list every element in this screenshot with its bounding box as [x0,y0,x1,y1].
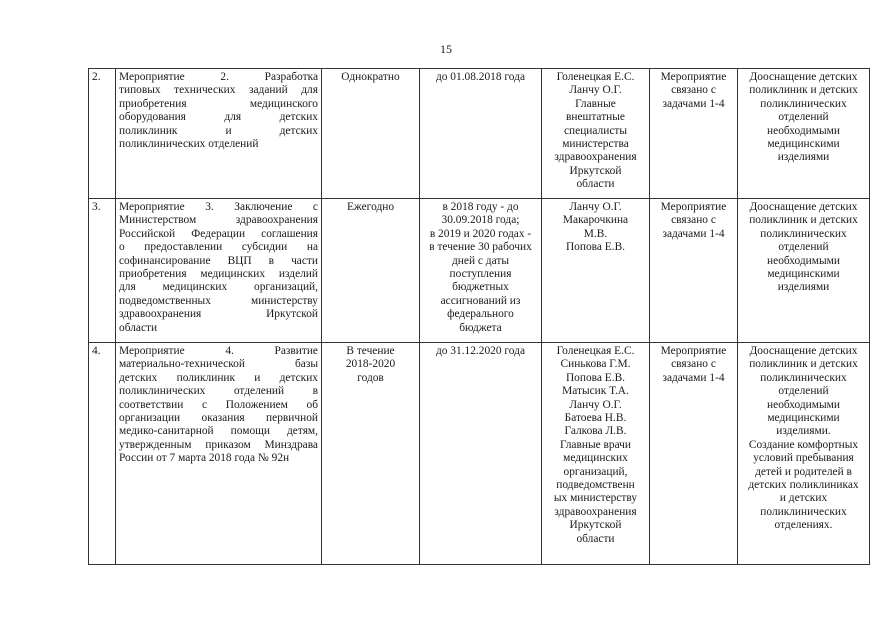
cell-line: медицинскими [767,268,840,281]
cell-line: связано с [671,214,716,227]
cell-line: ых министерству [553,492,638,505]
cell-line: поступления [449,268,512,281]
cell-line: Создание комфортных [748,438,859,451]
event-text-line: детских поликлиник и детских [119,371,318,384]
cell-line: 2018-2020 [345,358,396,371]
cell-line: бюджетных [452,281,509,294]
cell-line: медицинских [563,452,628,465]
cell-line: специалисты [563,124,628,137]
event-text-line: организации оказания первичной [119,412,318,425]
event-text-line: оборудования для детских [119,111,318,124]
cell-line: организаций, [563,465,628,478]
cell-line: детей и родителей в [755,465,852,478]
measures-table [88,68,870,565]
cell-line: отделений [778,385,829,398]
row-number-cell: 4. [89,343,116,565]
cell-line: отделений [778,111,829,124]
cell-line: Дооснащение детских [749,345,858,357]
cell-line: до 01.08.2018 года [435,71,526,83]
event-cell [116,69,322,199]
table-body [89,69,870,565]
event-text-line: материально-технической базы [119,358,318,371]
cell-line: отделениях. [774,519,833,532]
cell-line: в 2019 и 2020 годах - [429,227,532,240]
event-text-line: России от 7 марта 2018 года № 92н [119,452,290,465]
cell-line: задачами 1-4 [662,97,725,110]
cell-line: подведомственн [556,479,635,492]
cell-line: Матысик Т.А. [562,385,629,398]
deadline-cell [420,343,542,565]
cell-line: федерального [447,308,514,321]
tasks-cell [650,69,738,199]
cell-line: Мероприятие [660,71,727,83]
event-text-line: Российской Федерации соглашения [119,227,318,240]
event-text-line: Мероприятие 2. Разработка [119,71,318,83]
cell-line: отделений [778,241,829,254]
cell-line: и детских [779,492,828,505]
cell-line: изделиями. [776,425,831,438]
row-number-cell: 2. [89,69,116,199]
cell-line: Голенецкая Е.С. [556,71,635,83]
cell-line: здравоохранения [554,505,637,518]
cell-line: министерства [562,138,629,151]
event-text-line: Мероприятие 4. Развитие [119,345,318,357]
event-text-line: приобретения медицинских изделий [119,268,318,281]
event-text-line: области [119,321,158,334]
cell-line: Попова Е.В. [565,371,626,384]
result-cell [738,69,870,199]
cell-line: поликлиник и детских [749,214,858,227]
frequency-cell [322,69,420,199]
event-text-line: типовых технических заданий для [119,84,318,97]
cell-line: Главные врачи [560,438,631,451]
event-text-line: поликлинических отделений [119,138,259,151]
event-text-line: здравоохранения Иркутской [119,308,318,321]
cell-line: Мероприятие [660,345,727,357]
cell-line: Галкова Л.В. [564,425,627,438]
cell-line: Ланчу О.Г. [569,84,622,97]
event-text-line: поликлиник и детских [119,124,318,137]
cell-line: поликлинических [760,97,847,110]
table-row [89,343,870,565]
cell-line: необходимыми [767,398,840,411]
cell-line: задачами 1-4 [662,227,725,240]
cell-line: внештатные [566,111,625,124]
tasks-cell [650,199,738,343]
cell-line: связано с [671,84,716,97]
cell-line: Ланчу О.Г. [569,201,622,213]
cell-line: изделиями [777,281,830,294]
cell-line: области [576,178,615,191]
event-text-line: медико-санитарной помощи детям, [119,425,318,438]
cell-line: Иркутской [569,519,622,532]
table-row [89,69,870,199]
cell-line: Мероприятие [660,201,727,213]
cell-line: поликлинических [760,371,847,384]
cell-line: здравоохранения [554,151,637,164]
event-text-line: о предоставлении субсидии на [119,241,318,254]
result-cell [738,343,870,565]
cell-line: медицинскими [767,138,840,151]
frequency-cell [322,199,420,343]
cell-line: Главные [575,97,616,110]
cell-line: Синькова Г.М. [560,358,631,371]
event-text-line: поликлинических отделений в [119,385,318,398]
event-text-line: софинансирование ВЦП в части [119,254,318,267]
cell-line: Дооснащение детских [749,71,858,83]
cell-line: необходимыми [767,254,840,267]
deadline-cell [420,199,542,343]
cell-line: поликлинических [760,505,847,518]
cell-line: изделиями [777,151,830,164]
cell-line: Дооснащение детских [749,201,858,213]
cell-line: 30.09.2018 года; [441,214,520,227]
event-cell [116,199,322,343]
cell-line: медицинскими [767,412,840,425]
event-text-line: Мероприятие 3. Заключение с [119,201,318,213]
deadline-cell [420,69,542,199]
cell-line: условий пребывания [753,452,854,465]
event-text-line: для медицинских организаций, [119,281,318,294]
cell-line: Ланчу О.Г. [569,398,622,411]
event-text-line: Министерством здравоохранения [119,214,318,227]
table-row [89,199,870,343]
result-cell [738,199,870,343]
cell-line: поликлиник и детских [749,358,858,371]
cell-line: области [576,532,615,545]
cell-line: необходимыми [767,124,840,137]
cell-line: поликлинических [760,227,847,240]
cell-line: Попова Е.В. [565,241,626,254]
event-cell [116,343,322,565]
cell-line: в 2018 году - до [442,201,519,213]
event-text-line: подведомственных министерству [119,294,318,307]
page-number: 15 [440,42,452,56]
cell-line: ассигнований из [440,294,521,307]
event-text-line: утвержденным приказом Минздрава [119,438,318,451]
cell-line: в течение 30 рабочих [429,241,532,254]
cell-line: Голенецкая Е.С. [556,345,635,357]
tasks-cell [650,343,738,565]
cell-line: М.В. [583,227,608,240]
cell-line: В течение [346,345,395,357]
frequency-cell [322,343,420,565]
cell-line: Макарочкина [562,214,629,227]
cell-line: детских поликлиниках [748,479,859,492]
cell-line: поликлиник и детских [749,84,858,97]
cell-line: Ежегодно [346,201,395,213]
cell-line: дней с даты [452,254,509,267]
responsible-cell [542,69,650,199]
cell-line: связано с [671,358,716,371]
cell-line: Однократно [341,71,400,83]
event-text-line: приобретения медицинского [119,97,318,110]
cell-line: бюджета [459,321,502,334]
cell-line: до 31.12.2020 года [435,345,526,357]
cell-line: Иркутской [569,164,622,177]
cell-line: Батоева Н.В. [564,412,627,425]
event-text-line: соответствии с Положением об [119,398,318,411]
cell-line: годов [357,371,384,384]
responsible-cell [542,343,650,565]
responsible-cell [542,199,650,343]
cell-line: задачами 1-4 [662,371,725,384]
row-number-cell: 3. [89,199,116,343]
